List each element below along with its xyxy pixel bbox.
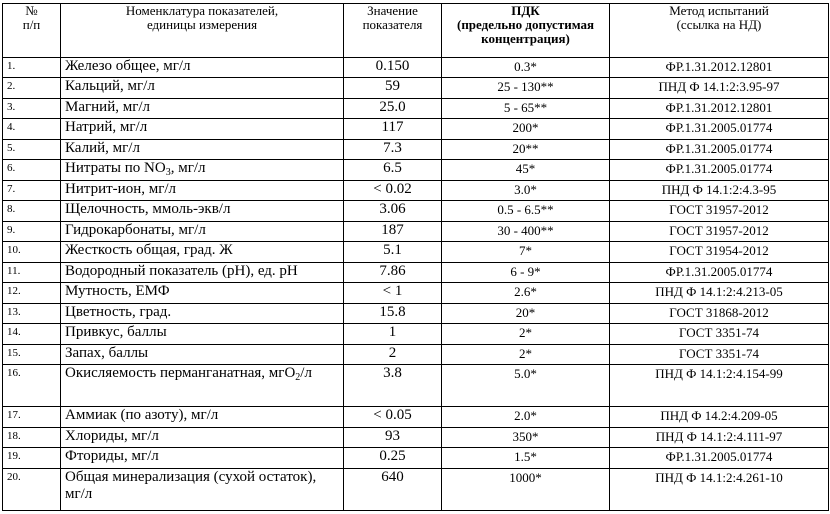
- indicator-value: 5.1: [344, 242, 442, 262]
- table-row: [3, 448, 829, 468]
- table-row: [3, 427, 829, 447]
- test-method: ПНД Ф 14.1:2:4.111-97: [610, 427, 829, 447]
- water-analysis-table: [2, 3, 829, 511]
- pdk-limit: 2.6*: [442, 283, 610, 303]
- header-value: Значение показателя: [344, 4, 442, 58]
- pdk-limit: 7*: [442, 242, 610, 262]
- row-number: 14.: [3, 324, 61, 344]
- table-row: [3, 407, 829, 427]
- row-number: 18.: [3, 427, 61, 447]
- pdk-limit: 5.0*: [442, 365, 610, 407]
- table-row: [3, 119, 829, 139]
- pdk-limit: 45*: [442, 160, 610, 180]
- test-method: ГОСТ 31954-2012: [610, 242, 829, 262]
- indicator-name: Калий, мг/л: [61, 139, 344, 159]
- pdk-limit: 0.3*: [442, 58, 610, 78]
- table-row: [3, 344, 829, 364]
- indicator-value: < 0.02: [344, 180, 442, 200]
- pdk-limit: 30 - 400**: [442, 221, 610, 241]
- pdk-limit: 25 - 130**: [442, 78, 610, 98]
- table-row: [3, 365, 829, 407]
- row-number: 2.: [3, 78, 61, 98]
- table-row: [3, 468, 829, 510]
- indicator-name: Хлориды, мг/л: [61, 427, 344, 447]
- indicator-name: Фториды, мг/л: [61, 448, 344, 468]
- indicator-name: Мутность, ЕМФ: [61, 283, 344, 303]
- indicator-value: < 1: [344, 283, 442, 303]
- row-number: 8.: [3, 201, 61, 221]
- pdk-limit: 1.5*: [442, 448, 610, 468]
- indicator-value: 3.8: [344, 365, 442, 407]
- header-pdk-subtitle: (предельно допустимая концентрация): [456, 17, 594, 46]
- indicator-name-text: Нитраты по NO: [65, 160, 166, 177]
- indicator-name: Кальций, мг/л: [61, 78, 344, 98]
- test-method: ГОСТ 3351-74: [610, 344, 829, 364]
- row-number: 13.: [3, 303, 61, 323]
- pdk-limit: 1000*: [442, 468, 610, 510]
- test-method: ПНД Ф 14.1:2:4.3-95: [610, 180, 829, 200]
- indicator-name: Запах, баллы: [61, 344, 344, 364]
- row-number: 12.: [3, 283, 61, 303]
- indicator-value: 2: [344, 344, 442, 364]
- test-method: ПНД Ф 14.2:4.209-05: [610, 407, 829, 427]
- test-method: ГОСТ 31957-2012: [610, 201, 829, 221]
- row-number: 15.: [3, 344, 61, 364]
- indicator-value: 117: [344, 119, 442, 139]
- indicator-name: Железо общее, мг/л: [61, 58, 344, 78]
- test-method: ПНД Ф 14.1:2:4.261-10: [610, 468, 829, 510]
- indicator-value: 25.0: [344, 98, 442, 118]
- pdk-limit: 5 - 65**: [442, 98, 610, 118]
- row-number: 4.: [3, 119, 61, 139]
- table-row: [3, 78, 829, 98]
- test-method: ФР.1.31.2005.01774: [610, 448, 829, 468]
- row-number: 9.: [3, 221, 61, 241]
- header-num: № п/п: [3, 4, 61, 58]
- indicator-name: Водородный показатель (pH), ед. pH: [61, 262, 344, 282]
- indicator-value: 0.150: [344, 58, 442, 78]
- indicator-value: 3.06: [344, 201, 442, 221]
- indicator-name: [61, 160, 344, 180]
- test-method: ПНД Ф 14.1:2:4.213-05: [610, 283, 829, 303]
- table-row: [3, 139, 829, 159]
- table-row: [3, 324, 829, 344]
- pdk-limit: 2*: [442, 344, 610, 364]
- test-method: ГОСТ 3351-74: [610, 324, 829, 344]
- pdk-limit: 2.0*: [442, 407, 610, 427]
- indicator-value: 93: [344, 427, 442, 447]
- indicator-name: [61, 365, 344, 407]
- indicator-value: 6.5: [344, 160, 442, 180]
- header-row: [3, 4, 829, 58]
- test-method: ГОСТ 31868-2012: [610, 303, 829, 323]
- pdk-limit: 2*: [442, 324, 610, 344]
- row-number: 10.: [3, 242, 61, 262]
- indicator-name: Щелочность, ммоль-экв/л: [61, 201, 344, 221]
- indicator-value: 1: [344, 324, 442, 344]
- pdk-limit: 6 - 9*: [442, 262, 610, 282]
- pdk-limit: 200*: [442, 119, 610, 139]
- table-row: [3, 201, 829, 221]
- indicator-value: 0.25: [344, 448, 442, 468]
- header-method: Метод испытаний (ссылка на НД): [610, 4, 829, 58]
- test-method: ПНД Ф 14.1:2:3.95-97: [610, 78, 829, 98]
- indicator-name-text: Окисляемость перманганатная, мгO: [65, 365, 296, 382]
- pdk-limit: 350*: [442, 427, 610, 447]
- row-number: 11.: [3, 262, 61, 282]
- indicator-value: 15.8: [344, 303, 442, 323]
- indicator-name-subscript: 2: [295, 372, 301, 384]
- header-name: Номенклатура показателей, единицы измерения: [61, 4, 344, 58]
- indicator-name-subscript: 3: [165, 167, 171, 179]
- pdk-limit: 20*: [442, 303, 610, 323]
- test-method: ФР.1.31.2012.12801: [610, 58, 829, 78]
- test-method: ГОСТ 31957-2012: [610, 221, 829, 241]
- pdk-limit: 0.5 - 6.5**: [442, 201, 610, 221]
- indicator-value: 59: [344, 78, 442, 98]
- table-row: [3, 98, 829, 118]
- indicator-name: Магний, мг/л: [61, 98, 344, 118]
- test-method: ФР.1.31.2012.12801: [610, 98, 829, 118]
- row-number: 7.: [3, 180, 61, 200]
- row-number: 19.: [3, 448, 61, 468]
- row-number: 20.: [3, 468, 61, 510]
- pdk-limit: 3.0*: [442, 180, 610, 200]
- indicator-value: < 0.05: [344, 407, 442, 427]
- indicator-value: 187: [344, 221, 442, 241]
- row-number: 6.: [3, 160, 61, 180]
- test-method: ФР.1.31.2005.01774: [610, 160, 829, 180]
- table-row: [3, 180, 829, 200]
- indicator-name: Жесткость общая, град. Ж: [61, 242, 344, 262]
- indicator-value: 7.86: [344, 262, 442, 282]
- table-row: [3, 262, 829, 282]
- indicator-value: 640: [344, 468, 442, 510]
- test-method: ПНД Ф 14.1:2:4.154-99: [610, 365, 829, 407]
- test-method: ФР.1.31.2005.01774: [610, 119, 829, 139]
- indicator-name: Привкус, баллы: [61, 324, 344, 344]
- row-number: 17.: [3, 407, 61, 427]
- indicator-value: 7.3: [344, 139, 442, 159]
- table-row: [3, 283, 829, 303]
- indicator-name: Натрий, мг/л: [61, 119, 344, 139]
- test-method: ФР.1.31.2005.01774: [610, 139, 829, 159]
- table-row: [3, 242, 829, 262]
- test-method: ФР.1.31.2005.01774: [610, 262, 829, 282]
- header-pdk: [442, 4, 610, 58]
- indicator-name: Гидрокарбонаты, мг/л: [61, 221, 344, 241]
- indicator-name: Аммиак (по азоту), мг/л: [61, 407, 344, 427]
- indicator-name: Нитрит-ион, мг/л: [61, 180, 344, 200]
- pdk-limit: 20**: [442, 139, 610, 159]
- table-row: [3, 58, 829, 78]
- indicator-name: Общая минерализация (сухой остаток), мг/л: [61, 468, 344, 510]
- indicator-name-unit: , мг/л: [170, 160, 206, 177]
- row-number: 3.: [3, 98, 61, 118]
- table-row: [3, 160, 829, 180]
- row-number: 1.: [3, 58, 61, 78]
- table-row: [3, 303, 829, 323]
- header-pdk-title: ПДК: [511, 3, 540, 18]
- indicator-name: Цветность, град.: [61, 303, 344, 323]
- row-number: 5.: [3, 139, 61, 159]
- row-number: 16.: [3, 365, 61, 407]
- table-row: [3, 221, 829, 241]
- indicator-name-unit: /л: [300, 365, 312, 382]
